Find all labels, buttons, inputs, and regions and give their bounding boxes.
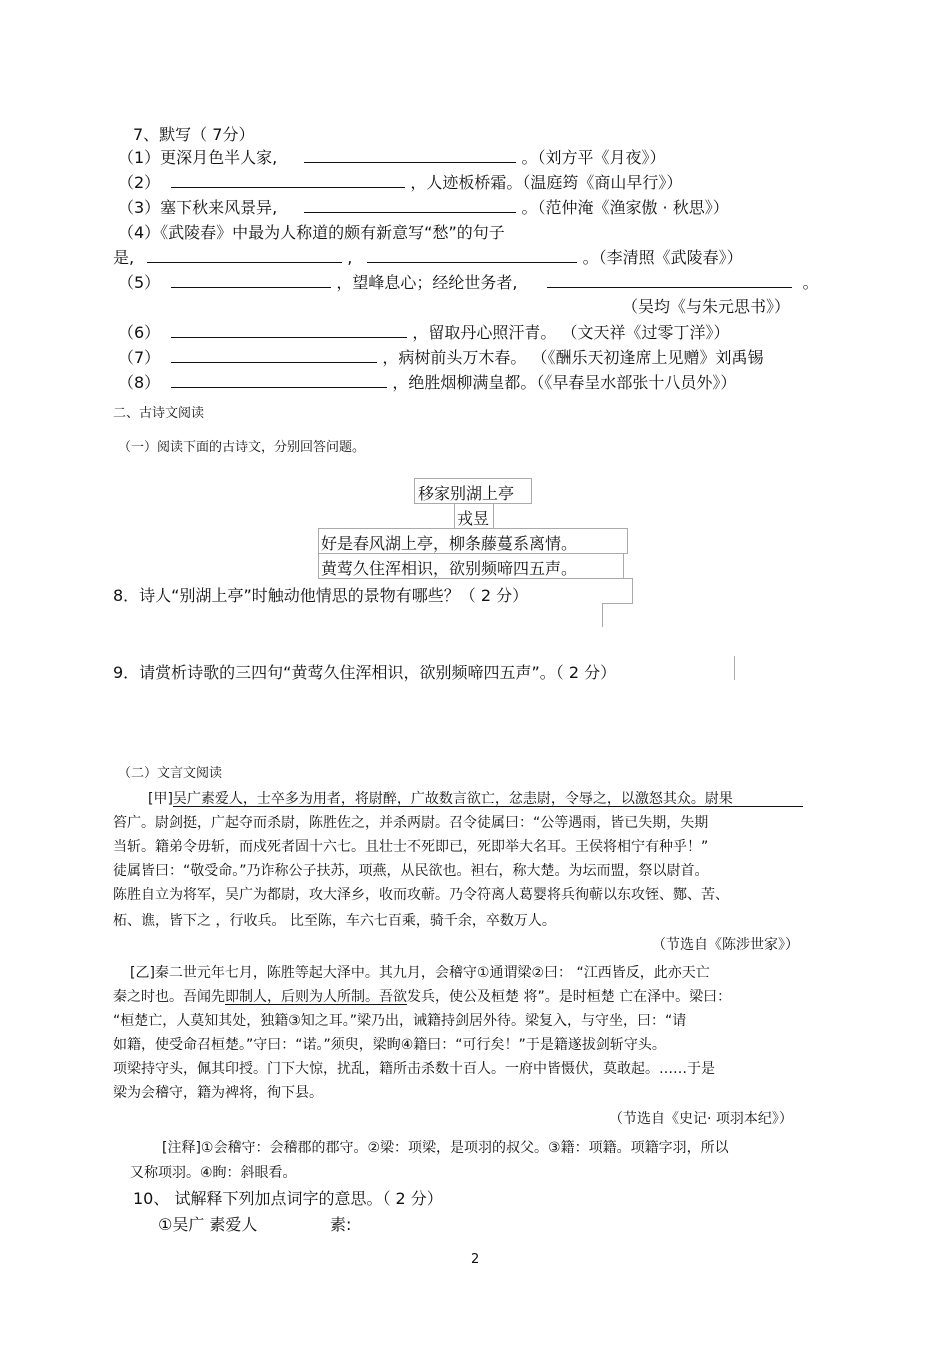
yi-source: （节选自《史记· 项羽本纪》）: [609, 1111, 793, 1127]
answer-blank[interactable]: [171, 173, 405, 188]
q10-item-1: ①吴广 素爱人: [158, 1215, 258, 1234]
q10-item-1-answer: 素:: [330, 1215, 352, 1234]
yi-line-5: 项梁持守头，佩其印授。门下大惊，扰乱，籍所击杀数十百人。一府中皆慑伏，莫敢起。……于是: [113, 1061, 715, 1077]
yi-line-4: 如籍，使受命召桓楚。”守曰：“诺。”须臾，梁眴④籍曰：“可行矣！”于是籍遂拔剑斩守头。: [113, 1037, 666, 1053]
yi-line-3: “桓楚亡，人莫知其处，独籍③知之耳。”梁乃出，诫籍持剑居外待。梁复入，与守坐，曰：“请: [113, 1013, 687, 1029]
answer-blank[interactable]: [547, 273, 792, 288]
subsection-heading: （一）阅读下面的古诗文，分别回答问题。: [118, 440, 366, 455]
page-number: 2: [471, 1252, 480, 1267]
q7-item-6-text: ，留取丹心照汗青。 （文天祥《过零丁洋》）: [412, 323, 730, 342]
q7-item-8: [118, 370, 736, 393]
q7-item-4-source: 。（李清照《武陵春》）: [582, 248, 743, 267]
q7-item-7-text: ，病树前头万木春。 （《酬乐天初逢席上见赠》刘禹锡: [382, 348, 764, 367]
answer-blank[interactable]: [304, 148, 516, 163]
q7-item-7-num: （7）: [118, 348, 161, 367]
q7-item-5-text: ，望峰息心；经纶世务者,: [336, 273, 518, 292]
q7-item-5: [118, 270, 819, 293]
q7-item-2-num: （2）: [118, 173, 161, 192]
question-8: 8．诗人“别湖上亭”时触动他情思的景物有哪些？（ 2 分）: [113, 586, 529, 605]
yi-line-1: [乙]秦二世元年七月，陈胜等起大泽中。其九月，会稽守①通谓梁②曰： “江西皆反，此亦天亡: [130, 965, 710, 981]
q7-item-3-source: 。（范仲淹《渔家傲 · 秋思》）: [521, 198, 729, 217]
jia-line-2: 笞广。尉剑挺，广起夺而杀尉，陈胜佐之，并杀两尉。召令徒属曰：“公等遇雨，皆已失期，失期: [113, 815, 709, 831]
poem-title: 移家别湖上亭: [418, 484, 515, 503]
q7-item-4: （4）《武陵春》中最为人称道的颇有新意写“愁”的句子: [118, 223, 505, 242]
q7-title: 7、默写（ 7分）: [133, 125, 255, 144]
q7-item-8-num: （8）: [118, 373, 161, 392]
q7-item-5-source: （吴均《与朱元思书》）: [622, 297, 791, 316]
answer-blank[interactable]: [171, 348, 377, 363]
section-heading: 二、古诗文阅读: [113, 406, 205, 421]
answer-blank[interactable]: [367, 248, 577, 263]
answer-blank[interactable]: [304, 198, 516, 213]
q7-item-1: [118, 145, 665, 168]
poem-line-2: 黄莺久住浑相识，欲别频啼四五声。: [321, 559, 578, 578]
q7-item-2-text: ，人迹板桥霜。（温庭筠《商山早行》）: [410, 173, 683, 192]
notes-line-2: 又称项羽。④眴：斜眼看。: [130, 1165, 297, 1181]
q7-item-1-source: 。（刘方平《月夜》）: [521, 148, 666, 167]
jia-line-5: 陈胜自立为将军，吴广为都尉，攻大泽乡，收而攻蕲。乃令符离人葛婴将兵徇蕲以东攻铚、酂、苦、: [113, 887, 729, 903]
jia-line-6: 柘、谯，皆下之 ，行收兵。 比至陈，车六七百乘，骑千余，卒数万人。: [113, 913, 556, 929]
poem-line-1: 好是春风湖上亭，柳条藤蔓系离情。: [321, 534, 578, 553]
yi-line-2: 秦之时也。吾闻先即制人，后则为人所制。吾欲发兵，使公及桓楚 将”。是时桓楚 亡在泽中。梁曰：: [113, 989, 732, 1005]
yi-line-6: 梁为会稽守，籍为裨将，徇下县。: [113, 1085, 323, 1101]
question-10: 10、 试解释下列加点词字的意思。（ 2 分）: [133, 1189, 443, 1208]
answer-blank[interactable]: [171, 323, 407, 338]
poem-author: 戎昱: [457, 509, 490, 528]
q7-item-8-text: ，绝胜烟柳满皇都。（《早春呈水部张十八员外》）: [392, 373, 737, 392]
answer-box[interactable]: [602, 578, 633, 604]
jia-line-3: 当斩。籍弟令毋斩，而戍死者固十六七。且壮士不死即已，死即举大名耳。王侯将相宁有种乎！”: [113, 839, 709, 855]
answer-blank[interactable]: [171, 273, 331, 288]
underline: [173, 806, 803, 807]
q7-item-2: [118, 170, 682, 193]
subsection-heading-2: （二）文言文阅读: [118, 766, 223, 781]
q7-item-5-end: 。: [802, 273, 819, 292]
notes-line-1: [注释]①会稽守：会稽郡的郡守。②梁：项梁，是项羽的叔父。③籍：项籍。项籍字羽，所以: [162, 1140, 729, 1156]
jia-line-1: [甲]吴广素爱人，士卒多为用者，将尉醉，广故数言欲亡，忿恚尉，令辱之，以激怒其众。尉果: [148, 791, 733, 807]
q7-item-6-num: （6）: [118, 323, 161, 342]
q7-item-1-text: （1）更深月色半人家,: [118, 148, 278, 167]
q7-item-4-comma: ,: [347, 248, 353, 267]
answer-blank[interactable]: [147, 248, 342, 263]
jia-source: （节选自《陈涉世家》）: [652, 937, 799, 953]
divider: [734, 656, 735, 680]
q7-item-5-num: （5）: [118, 273, 161, 292]
q7-item-7: [118, 345, 763, 368]
q7-item-6: [118, 320, 729, 343]
question-9: 9．请赏析诗歌的三四句“黄莺久住浑相识，欲别频啼四五声”。（ 2 分）: [113, 663, 617, 682]
q7-item-3-text: （3）塞下秋来风景异,: [118, 198, 278, 217]
jia-line-4: 徒属皆曰：“敬受命。”乃诈称公子扶苏，项燕，从民欲也。袒右，称大楚。为坛而盟，祭以尉首。: [113, 863, 709, 879]
answer-blank[interactable]: [171, 373, 387, 388]
divider: [602, 603, 603, 627]
q7-item-4-prefix: 是,: [113, 248, 135, 267]
underline: [225, 1004, 407, 1005]
q7-item-3: [118, 195, 729, 218]
q7-item-4-cont: [113, 245, 743, 268]
